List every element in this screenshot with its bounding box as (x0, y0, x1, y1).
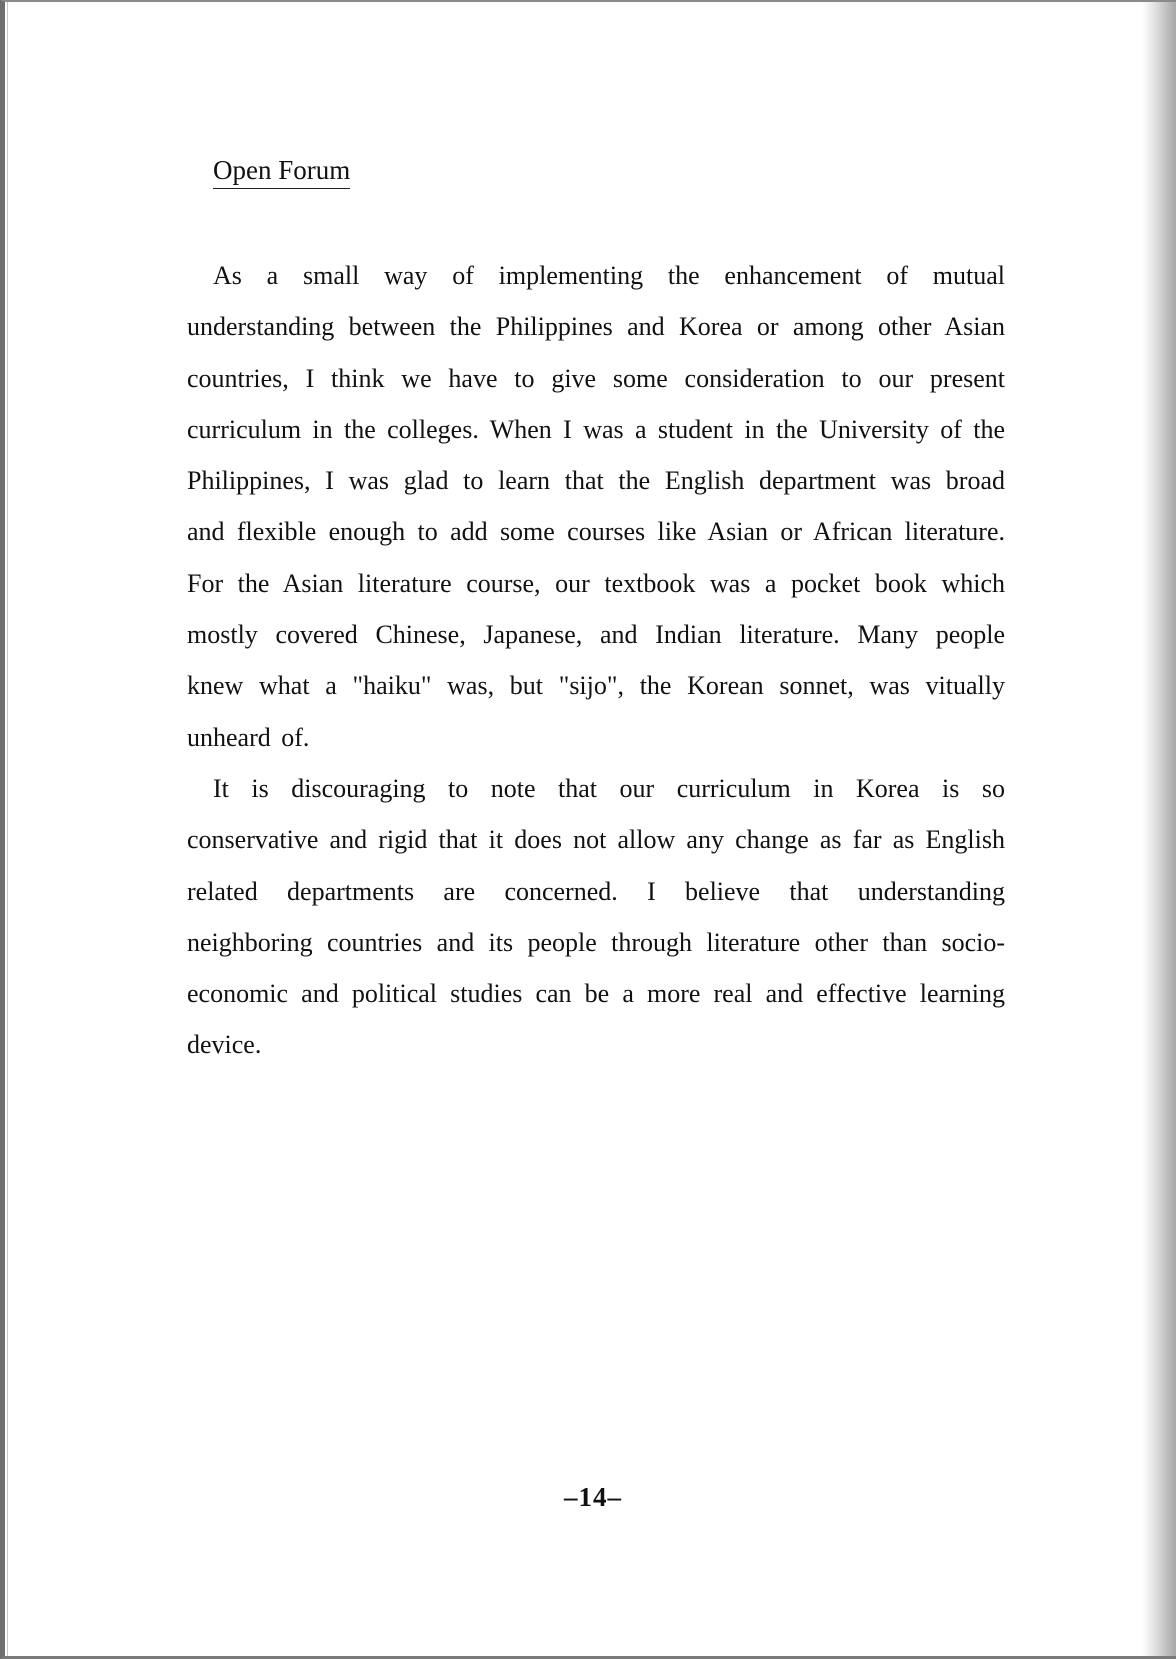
page-number: –14– (564, 1482, 622, 1512)
page-edge-shadow (1142, 2, 1176, 1656)
section-heading: Open Forum (213, 154, 350, 189)
body-text (187, 250, 1005, 1071)
page-binding-line (7, 2, 8, 1656)
paragraph-1: As a small way of implementing the enhancement of mutual understanding between the Philippines and Korea or among other Asian countries, I think we have to give some consideration to our present curriculum in the colleges. When I was a student in the University of the Philippines, I was glad to learn that the English department was broad and flexible enough to add some courses like Asian or African literature. For the Asian literature course, our textbook was a pocket book which mostly covered Chinese, Japanese, and Indian literature. Many people knew what a "haiku" was, but "sijo", the Korean sonnet, was vitually unheard of. (187, 261, 1005, 752)
paragraph-2: It is discouraging to note that our curriculum in Korea is so conservative and rigid that it does not allow any change as far as English related departments are concerned. I believe that understanding neighboring countries and its people through literature other than socio-economic and political studies can be a more real and effective learning device. (187, 773, 1005, 1060)
